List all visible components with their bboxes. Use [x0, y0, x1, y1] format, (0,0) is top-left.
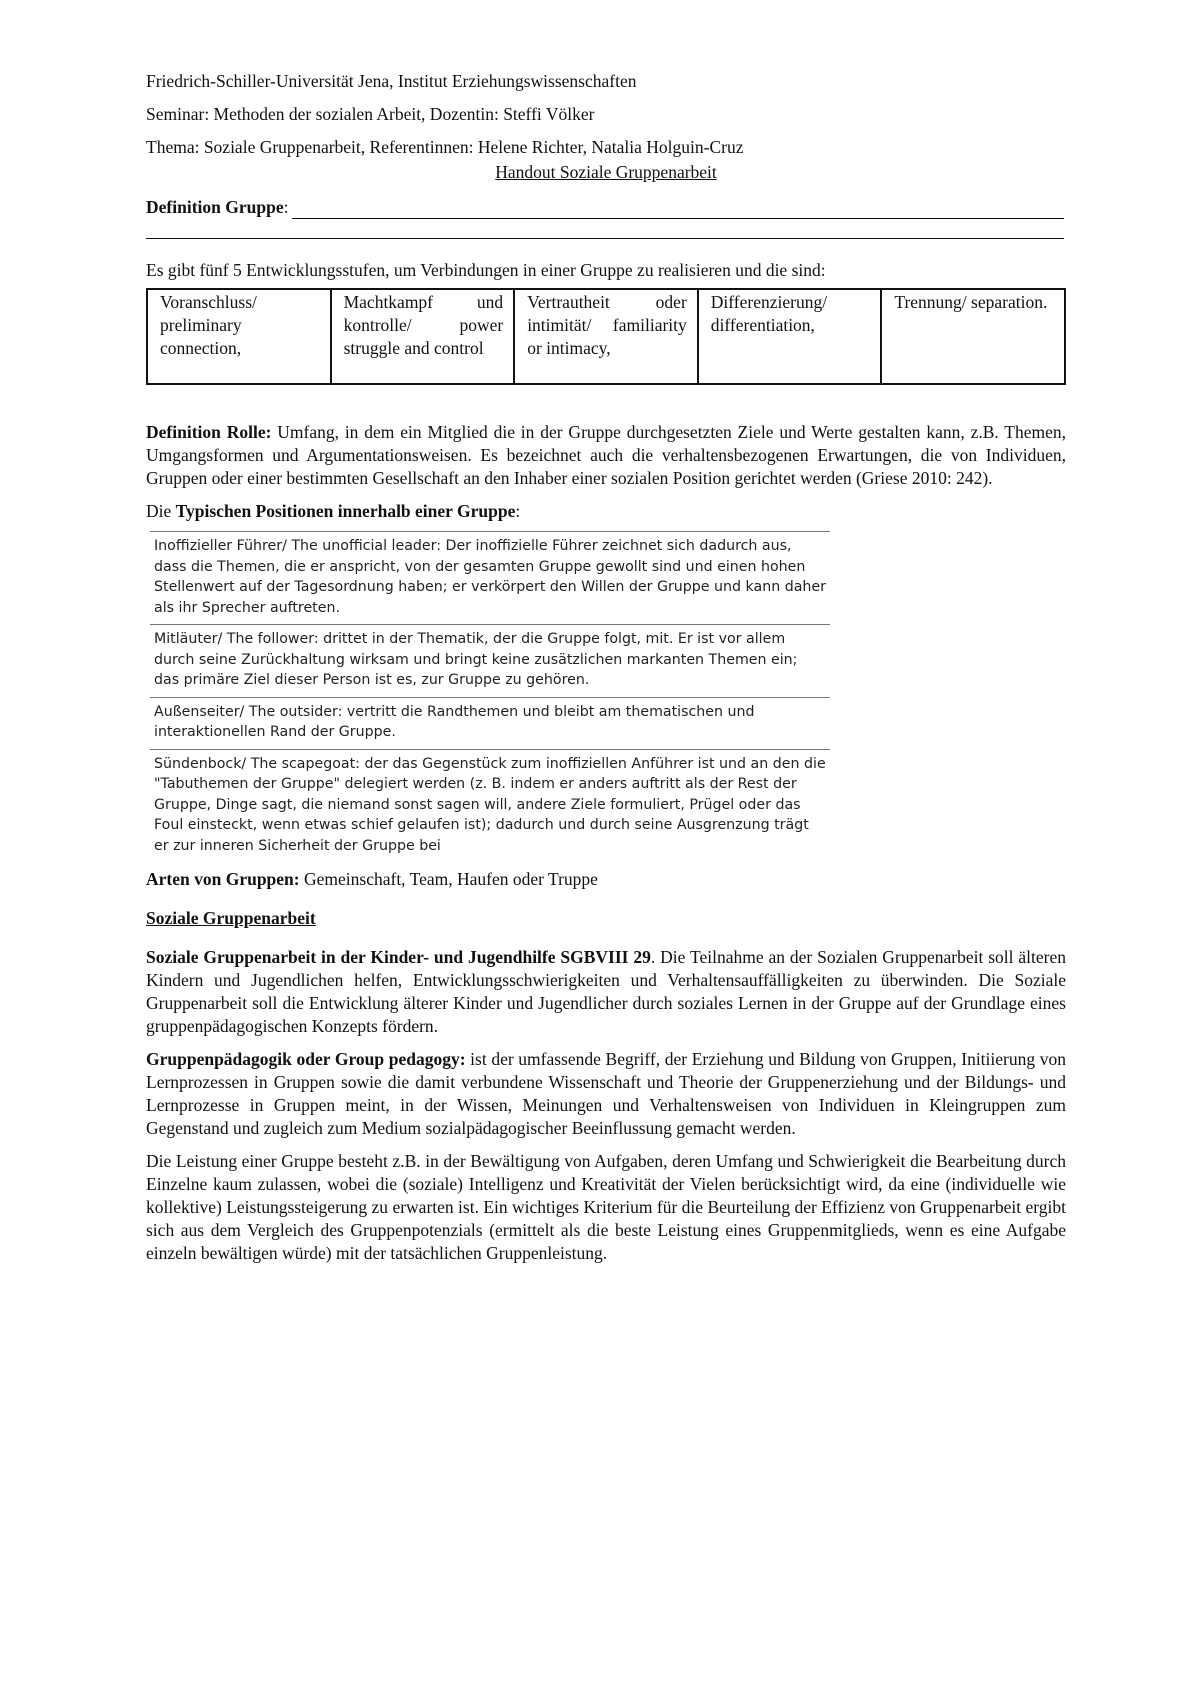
stages-intro: Es gibt fünf 5 Entwicklungsstufen, um Verbindungen in einer Gruppe zu realisieren und die sind:: [146, 260, 826, 280]
positions-excerpt: [150, 531, 830, 856]
gruppenpaedagogik-paragraph: [146, 1048, 1066, 1140]
stage-cell-2: Machtkampf und kontrolle/ power struggle and control: [331, 289, 515, 384]
definition-gruppe-colon: :: [283, 197, 289, 217]
definition-rolle-label: Definition Rolle:: [146, 422, 272, 442]
positions-heading-suffix: :: [515, 501, 521, 521]
position-follower: Mitläuter/ The follower: drittet in der Thematik, der die Gruppe folgt, mit. Er ist vor allem durch seine Zurückhaltung wirksam und bringt keine zusätzlichen markanten Themen ein; das primäre Ziel dieser Person ist es, zur Gruppe zu gehören.: [150, 624, 830, 697]
header-institution: Friedrich-Schiller-Universität Jena, Institut Erziehungswissenschaften: [146, 71, 637, 91]
header-seminar: Seminar: Methoden der sozialen Arbeit, Dozentin: Steffi Völker: [146, 104, 595, 124]
document-page: [146, 70, 1066, 1275]
kinder-jugendhilfe-text: . Die Teilnahme an der Sozialen Gruppenarbeit soll älteren Kindern und Jugendlichen helfen, Entwicklungsschwierigkeiten und Verhaltensauffälligkeiten zu überwinden. Die Soziale Gruppenarbeit soll die Entwicklung älterer Kinder und Jugendlicher durch soziales Lernen in der Gruppe auf der Grundlage eines gruppenpädagogischen Konzepts fördern.: [146, 947, 1067, 1036]
arten-label: Arten von Gruppen:: [146, 869, 300, 889]
stages-table: [146, 288, 1066, 385]
definition-rolle-text: Umfang, in dem ein Mitglied die in der Gruppe durchgesetzten Ziele und Werte gestalten kann, z.B. Themen, Umgangsformen und Argumentationsweisen. Es bezeichnet auch die verhaltensbezogenen Erwartungen, die von Individuen, Gruppen oder einer bestimmten Gesellschaft an den Inhaber einer sozialen Position gerichtet werden (Griese 2010: 242).: [146, 422, 1066, 488]
definition-blank-line-1: [292, 200, 1064, 219]
header-topic: Thema: Soziale Gruppenarbeit, Referentinnen: Helene Richter, Natalia Holguin-Cruz: [146, 137, 744, 157]
document-title: Handout Soziale Gruppenarbeit: [495, 162, 717, 182]
definition-gruppe-label: Definition Gruppe: [146, 197, 284, 217]
definition-blank-line-2: [146, 237, 1064, 239]
stage-cell-3: Vertrautheit oder intimität/ familiarity or intimacy,: [514, 289, 698, 384]
gruppenpaedagogik-label: Gruppenpädagogik oder Group pedagogy:: [146, 1049, 466, 1069]
positions-heading-prefix: Die: [146, 501, 176, 521]
section-title: Soziale Gruppenarbeit: [146, 908, 316, 928]
positions-heading: [146, 500, 1066, 523]
kinder-jugendhilfe-paragraph: [146, 946, 1066, 1038]
stages-row: [147, 289, 1065, 384]
stage-cell-5: Trennung/ separation.: [881, 289, 1065, 384]
definition-rolle-paragraph: [146, 421, 1066, 490]
kinder-jugendhilfe-label: Soziale Gruppenarbeit in der Kinder- und Jugendhilfe SGBVIII 29: [146, 947, 651, 967]
leistung-paragraph: Die Leistung einer Gruppe besteht z.B. in der Bewältigung von Aufgaben, deren Umfang und Schwierigkeit die Bearbeitung durch Einzelne kaum zulassen, wobei die (soziale) Intelligenz und Kreativität der Vielen berücksichtigt wird, da eine (individuelle wie kollektive) Leistungssteigerung zu erwarten ist. Ein wichtiges Kriterium für die Beurteilung der Effizienz von Gruppenarbeit ergibt sich aus dem Vergleich des Gruppenpotenzials (ermittelt als die beste Leistung eines Gruppenmitglieds, wenn es eine Aufgabe einzeln bewältigen würde) mit der tatsächlichen Gruppenleistung.: [146, 1151, 1066, 1263]
arten-text: Gemeinschaft, Team, Haufen oder Truppe: [299, 869, 598, 889]
gruppenpaedagogik-text: ist der umfassende Begriff, der Erziehung und Bildung von Gruppen, Initiierung von Lernprozessen in Gruppen sowie die damit verbundene Wissenschaft und Theorie der Gruppenerziehung und der Bildungs- und Lernprozesse in Gruppen meint, in der Wissen, Meinungen und Verhaltensweisen von Individuen in Kleingruppen zum Gegenstand und zugleich zum Medium sozialpädagogischer Beeinflussung gemacht werden.: [146, 1049, 1066, 1138]
stage-cell-1: Voranschluss/ preliminary connection,: [147, 289, 331, 384]
position-scapegoat: Sündenbock/ The scapegoat: der das Gegenstück zum inoffiziellen Anführer ist und an den die "Tabuthemen der Gruppe" delegiert werden (z. B. indem er anders auftritt als der Rest der Gruppe, Dinge sagt, die niemand sonst sagen will, andere Ziele formuliert, Prügel oder das Foul einsteckt, wenn etwas schief gelaufen ist); dadurch und durch seine Ausgrenzung trägt er zur inneren Sicherheit der Gruppe bei: [150, 749, 830, 857]
stage-cell-4: Differenzierung/ differentiation,: [698, 289, 882, 384]
position-outsider: Außenseiter/ The outsider: vertritt die Randthemen und bleibt am thematischen und interaktionellen Rand der Gruppe.: [150, 697, 830, 749]
position-unofficial-leader: Inoffizieller Führer/ The unofficial leader: Der inoffizielle Führer zeichnet sich dadurch aus, dass die Themen, die er anspricht, von der gesamten Gruppe gewollt sind und einen hohen Stellenwert auf der Tagesordnung haben; er verkörpert den Willen der Gruppe und kann daher als ihr Sprecher auftreten.: [150, 531, 830, 624]
positions-heading-bold: Typischen Positionen innerhalb einer Gruppe: [175, 501, 516, 521]
definition-gruppe-row: [146, 196, 1066, 219]
arten-paragraph: [146, 868, 1066, 891]
